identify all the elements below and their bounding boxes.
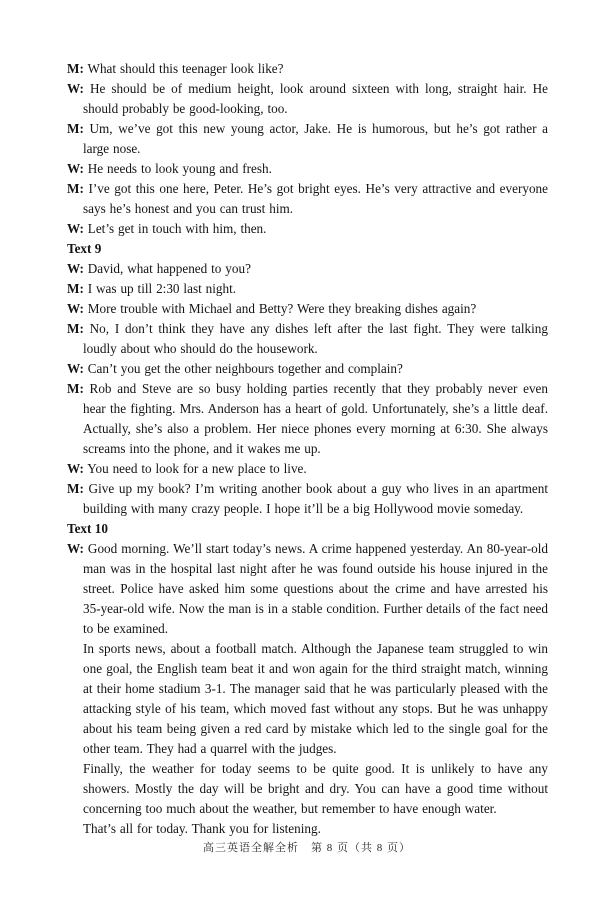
- dialogue-entry: [67, 219, 548, 239]
- dialogue-text: In sports news, about a football match. Although the Japanese team struggled to win one goal, the English team beat it and won again for the third straight match, winning at their home stadium 3-1. The manager said that he was particularly pleased with the attacking style of his team, which moved fast without any stops. But he was unhappy about his team being given a red card by mistake which led to the single goal for the other team. They had a quarrel with the judges.: [83, 641, 548, 756]
- speaker-label: W:: [67, 361, 84, 376]
- dialogue-entry: [67, 359, 548, 379]
- dialogue-text: That’s all for today. Thank you for listening.: [83, 821, 321, 836]
- dialogue-entry: [67, 459, 548, 479]
- dialogue-entry: [67, 479, 548, 519]
- dialogue-text: Can’t you get the other neighbours together and complain?: [87, 361, 403, 376]
- dialogue-entry: [67, 59, 548, 79]
- dialogue-entry: [67, 159, 548, 179]
- speaker-label: W:: [67, 81, 84, 96]
- transcript-page-body: [67, 59, 548, 839]
- dialogue-text: He should be of medium height, look around sixteen with long, straight hair. He should probably be good-looking, too.: [83, 81, 548, 116]
- speaker-label: M:: [67, 481, 84, 496]
- speaker-label: W:: [67, 221, 84, 236]
- dialogue-text: Rob and Steve are so busy holding parties recently that they probably never even hear the fighting. Mrs. Anderson has a heart of gold. Unfortunately, she’s a little deaf. Actually, she’s also a problem. Her niece phones every morning at 6:30. She always screams into the phone, and it wakes me up.: [83, 381, 549, 456]
- dialogue-text: Good morning. We’ll start today’s news. A crime happened yesterday. An 80-year-old man was in the hospital last night after he was found outside his house injured in the street. Police have asked him some questions about the crime and have arrested his 35-year-old wife. Now the man is in a stable condition. Further details of the fact need to be examined.: [83, 541, 548, 636]
- dialogue-entry: [67, 179, 548, 219]
- dialogue-text: You need to look for a new place to live.: [87, 461, 307, 476]
- dialogue-entry: [67, 539, 548, 639]
- speaker-label: W:: [67, 261, 84, 276]
- speaker-label: M:: [67, 181, 84, 196]
- dialogue-text: Um, we’ve got this new young actor, Jake. He is humorous, but he’s got rather a large nose.: [83, 121, 548, 156]
- dialogue-text: He needs to look young and fresh.: [87, 161, 272, 176]
- dialogue-text: Finally, the weather for today seems to be quite good. It is unlikely to have any showers. Mostly the day will be bright and dry. You can have a good time without concerning too much about the weather, but remember to have enough water.: [83, 761, 548, 816]
- continuation-paragraph: [67, 819, 548, 839]
- dialogue-text: More trouble with Michael and Betty? Were they breaking dishes again?: [87, 301, 477, 316]
- dialogue-text: David, what happened to you?: [87, 261, 251, 276]
- dialogue-entry: [67, 259, 548, 279]
- dialogue-entry: [67, 299, 548, 319]
- dialogue-text: I was up till 2:30 last night.: [87, 281, 237, 296]
- dialogue-entry: [67, 319, 548, 359]
- dialogue-text: What should this teenager look like?: [87, 61, 284, 76]
- speaker-label: W:: [67, 461, 84, 476]
- page-footer: 高三英语全解全析 第 8 页（共 8 页）: [203, 842, 411, 854]
- continuation-paragraph: [67, 639, 548, 759]
- speaker-label: M:: [67, 121, 84, 136]
- dialogue-entry: [67, 119, 548, 159]
- continuation-paragraph: [67, 759, 548, 819]
- speaker-label: W:: [67, 541, 84, 556]
- speaker-label: W:: [67, 301, 84, 316]
- speaker-label: W:: [67, 161, 84, 176]
- dialogue-entry: [67, 379, 548, 459]
- speaker-label: M:: [67, 321, 84, 336]
- dialogue-text: No, I don’t think they have any dishes left after the last fight. They were talking loudly about who should do the housework.: [83, 321, 548, 356]
- speaker-label: M:: [67, 381, 84, 396]
- speaker-label: M:: [67, 61, 84, 76]
- section-heading-text-10: Text 10: [67, 521, 108, 536]
- dialogue-entry: [67, 79, 548, 119]
- dialogue-text: Let’s get in touch with him, then.: [87, 221, 267, 236]
- section-heading-text-9: Text 9: [67, 241, 102, 256]
- speaker-label: M:: [67, 281, 84, 296]
- dialogue-entry: [67, 279, 548, 299]
- dialogue-text: Give up my book? I’m writing another book about a guy who lives in an apartment building with many crazy people. I hope it’ll be a big Hollywood movie someday.: [83, 481, 548, 516]
- dialogue-text: I’ve got this one here, Peter. He’s got bright eyes. He’s very attractive and everyone says he’s honest and you can trust him.: [83, 181, 548, 216]
